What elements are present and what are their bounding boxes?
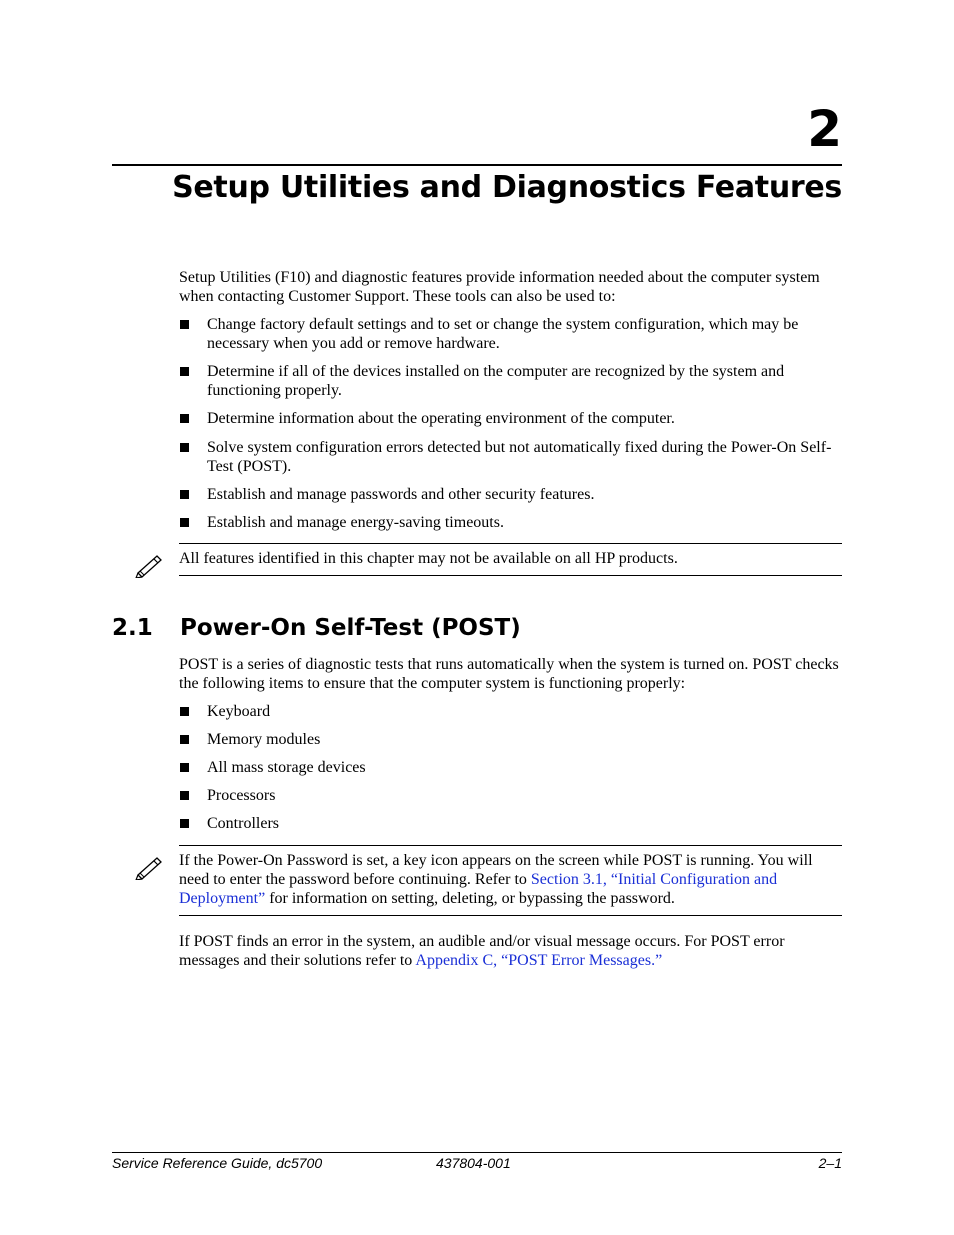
list-item: Solve system configuration errors detected but not automatically fixed during the Power-On Self-Test (POST). bbox=[179, 438, 842, 476]
note-bottom-rule bbox=[179, 915, 842, 916]
square-bullet-icon bbox=[180, 490, 189, 499]
chapter-number: 2 bbox=[807, 100, 842, 158]
square-bullet-icon bbox=[180, 414, 189, 423]
list-item: Memory modules bbox=[179, 730, 842, 749]
pencil-note-icon bbox=[135, 854, 165, 880]
section-3-1-link[interactable]: Section 3.1, “Initial Configuration and Deployment” bbox=[179, 871, 778, 907]
list-item: Change factory default settings and to set or change the system configuration, which may be necessary when you add or remove hardware. bbox=[179, 315, 842, 353]
list-item: Processors bbox=[179, 786, 842, 805]
square-bullet-icon bbox=[180, 763, 189, 772]
pencil-note-icon bbox=[135, 552, 165, 578]
post-bullet-list bbox=[179, 702, 842, 833]
list-item: All mass storage devices bbox=[179, 758, 842, 777]
square-bullet-icon bbox=[180, 707, 189, 716]
intro-paragraph: Setup Utilities (F10) and diagnostic features provide information needed about the computer system when contacting Customer Support. These tools can also be used to: bbox=[179, 269, 820, 305]
section-number: 2.1 bbox=[112, 615, 153, 641]
square-bullet-icon bbox=[180, 518, 189, 527]
list-item: Determine information about the operating environment of the computer. bbox=[179, 409, 842, 428]
square-bullet-icon bbox=[180, 367, 189, 376]
footer-left: Service Reference Guide, dc5700 bbox=[112, 1155, 323, 1171]
footer-rule bbox=[112, 1152, 842, 1153]
note-top-rule bbox=[179, 543, 842, 544]
chapter-title: Setup Utilities and Diagnostics Features bbox=[172, 170, 842, 205]
list-item: Establish and manage energy-saving timeouts. bbox=[179, 513, 842, 532]
closing-paragraph: If POST finds an error in the system, an audible and/or visual message occurs. For POST error messages and their solutions refer to Appendix C, “POST Error Messages.” bbox=[179, 933, 785, 969]
list-item: Determine if all of the devices installed on the computer are recognized by the system and functioning properly. bbox=[179, 362, 842, 400]
square-bullet-icon bbox=[180, 735, 189, 744]
square-bullet-icon bbox=[180, 320, 189, 329]
post-note: If the Power-On Password is set, a key icon appears on the screen while POST is running. You will need to enter the password before continuing. Refer to Section 3.1, “Initial Configuration and Deployment” for information on setting, deleting, or bypassing the password. bbox=[179, 852, 813, 907]
note-text: All features identified in this chapter may not be available on all HP products. bbox=[179, 550, 678, 567]
footer-page-number: 2–1 bbox=[818, 1155, 842, 1171]
section-title: Power-On Self-Test (POST) bbox=[180, 615, 521, 641]
appendix-c-link[interactable]: Appendix C, “POST Error Messages.” bbox=[415, 952, 663, 969]
list-item: Keyboard bbox=[179, 702, 842, 721]
list-item: Establish and manage passwords and other security features. bbox=[179, 485, 842, 504]
square-bullet-icon bbox=[180, 819, 189, 828]
intro-bullet-list bbox=[179, 315, 842, 532]
list-item: Controllers bbox=[179, 814, 842, 833]
note-bottom-rule bbox=[179, 575, 842, 576]
square-bullet-icon bbox=[180, 443, 189, 452]
square-bullet-icon bbox=[180, 791, 189, 800]
section-paragraph: POST is a series of diagnostic tests that runs automatically when the system is turned on. POST checks the following items to ensure that the computer system is functioning properly: bbox=[179, 656, 839, 692]
footer-center: 437804-001 bbox=[436, 1155, 511, 1171]
note-top-rule bbox=[179, 845, 842, 846]
